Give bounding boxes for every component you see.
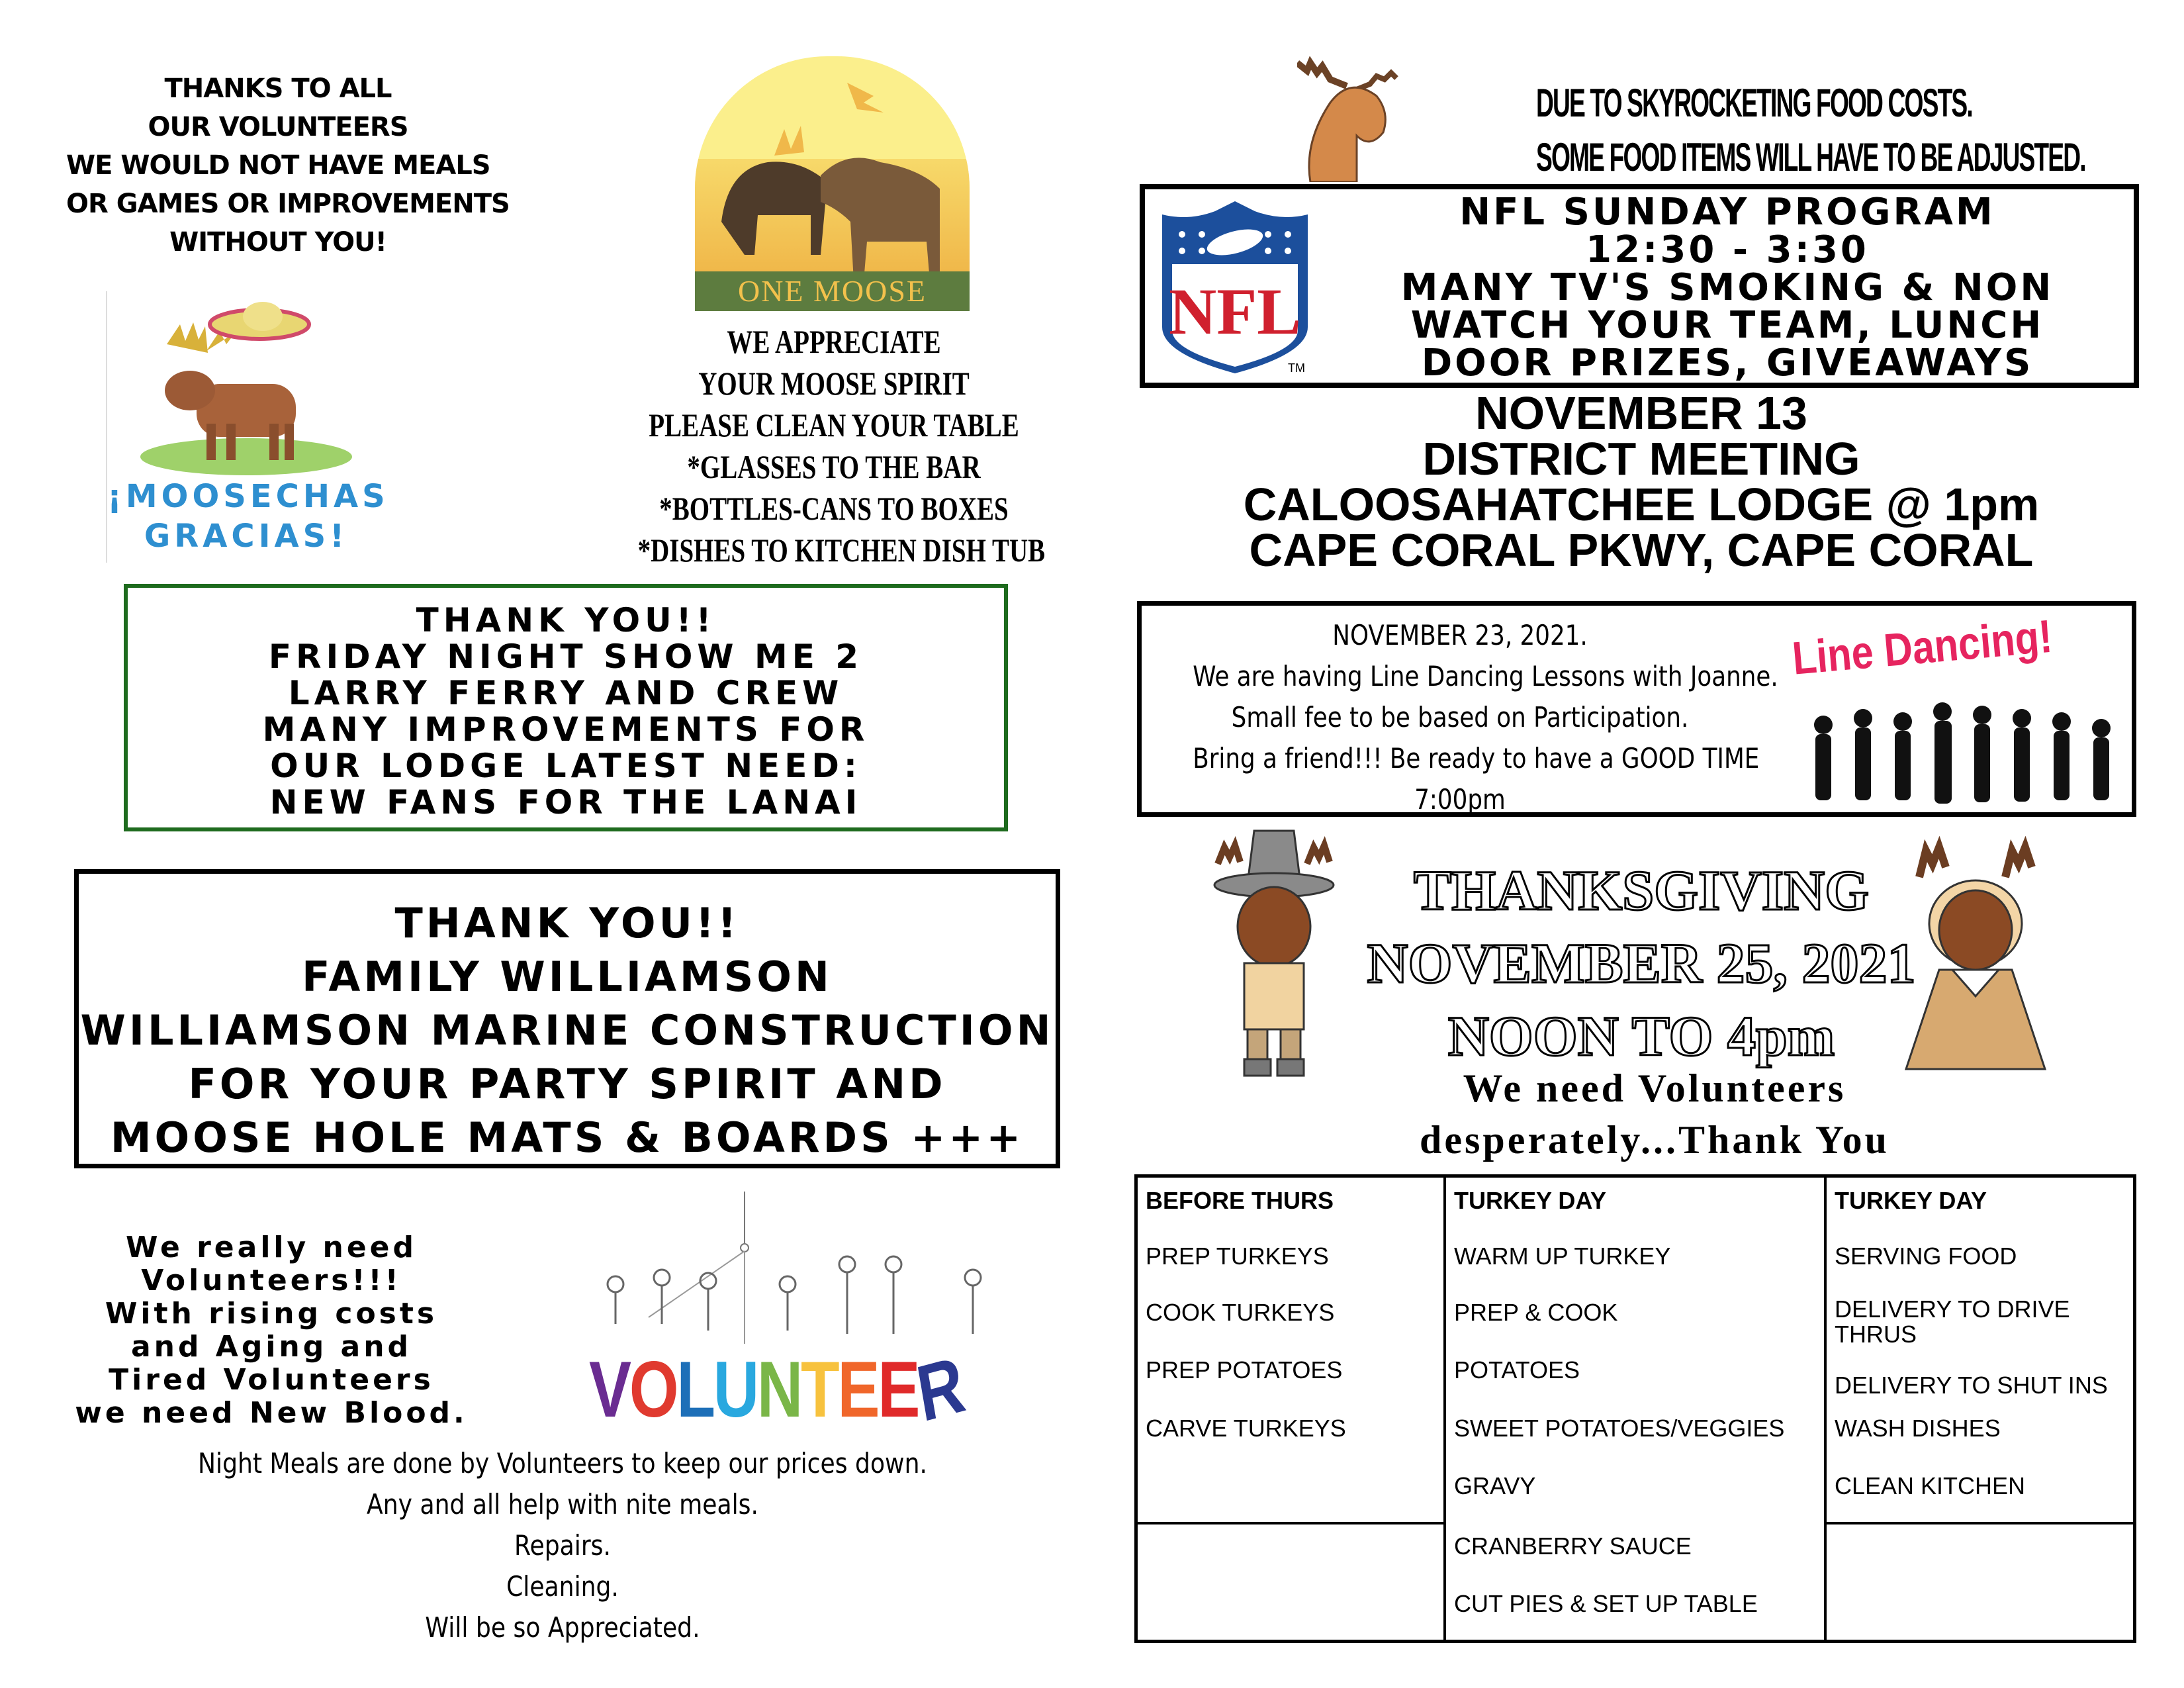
task-item: SERVING FOOD xyxy=(1835,1243,2017,1270)
text-line: *DISHES TO KITCHEN DISH TUB xyxy=(637,532,1046,569)
volunteer-art xyxy=(589,1192,1026,1439)
text-line: NEW FANS FOR THE LANAI xyxy=(269,783,862,821)
task-item: PREP TURKEYS xyxy=(1146,1243,1329,1270)
pilgrim-moose-male-icon xyxy=(1208,824,1340,1082)
text-line: We are having Line Dancing Lessons with Joanne. xyxy=(1193,660,1778,692)
letter: E xyxy=(837,1345,878,1434)
text-line: FOR YOUR PARTY SPIRIT AND xyxy=(188,1060,946,1108)
text-line: With rising costs xyxy=(105,1297,438,1331)
one-moose-logo xyxy=(695,56,970,311)
text-line: desperately...Thank You xyxy=(1420,1118,1889,1162)
text-line: WE WOULD NOT HAVE MEALS xyxy=(66,150,490,181)
task-item: SWEET POTATOES/VEGGIES xyxy=(1454,1415,1785,1442)
task-item: PREP POTATOES xyxy=(1146,1356,1343,1383)
letter: T xyxy=(801,1345,838,1434)
text-line: DOOR PRIZES, GIVEAWAYS xyxy=(1421,342,2034,385)
text-line: Tired Volunteers xyxy=(109,1363,434,1397)
table-column-before-thurs xyxy=(1138,1178,1446,1640)
row-divider xyxy=(1138,1522,1443,1524)
text-line: We really need xyxy=(125,1231,418,1264)
letter: V xyxy=(589,1345,629,1434)
text-line: NOVEMBER 13 xyxy=(1475,387,1807,439)
task-item: CRANBERRY SAUCE xyxy=(1454,1532,1692,1560)
stick-figures-icon xyxy=(589,1192,1026,1344)
text-line: THANKSGIVING xyxy=(1413,859,1870,922)
text-line: WE APPRECIATE xyxy=(727,323,941,360)
text-line: Cleaning. xyxy=(506,1570,619,1603)
volunteer-signup-table xyxy=(1134,1174,2136,1643)
text-line: SOME FOOD ITEMS WILL HAVE TO BE ADJUSTED. xyxy=(1536,135,2085,179)
text-line: NFL SUNDAY PROGRAM xyxy=(1459,191,1995,234)
task-item: CLEAN KITCHEN xyxy=(1835,1472,2026,1499)
task-item: DELIVERY TO DRIVE THRUS xyxy=(1835,1295,2070,1348)
task-item: COOK TURKEYS xyxy=(1146,1299,1335,1326)
line-dancing-title: Line Dancing! xyxy=(1790,610,2054,684)
text-line: WITHOUT YOU! xyxy=(169,227,387,258)
line-dancing-box xyxy=(1137,601,2136,817)
column-header: TURKEY DAY xyxy=(1835,1187,1987,1214)
text-line: MOOSE HOLE MATS & BOARDS +++ xyxy=(110,1113,1024,1162)
task-item: POTATOES xyxy=(1454,1356,1580,1383)
task-item: GRAVY xyxy=(1454,1472,1536,1499)
text-line: CAPE CORAL PKWY, CAPE CORAL xyxy=(1249,524,2034,576)
text-line: ¡MOOSECHAS xyxy=(107,478,389,515)
text-line: NOVEMBER 25, 2021 xyxy=(1367,931,1916,995)
text-line: Small fee to be based on Participation. xyxy=(1231,701,1689,733)
nfl-program-box xyxy=(1140,184,2139,388)
text-line: NOVEMBER 23, 2021. xyxy=(1332,619,1588,651)
text-line: we need New Blood. xyxy=(75,1396,468,1430)
thanks-volunteers-note xyxy=(66,70,510,261)
friday-thanks-box xyxy=(124,584,1008,831)
text-line: NOON TO 4pm xyxy=(1447,1004,1835,1068)
text-line: 12:30 - 3:30 xyxy=(1586,228,1869,271)
appreciate-notice xyxy=(637,321,1046,571)
text-line: *GLASSES TO THE BAR xyxy=(687,448,981,485)
text-line: OUR VOLUNTEERS xyxy=(148,112,408,142)
text-line: FRIDAY NIGHT SHOW ME 2 xyxy=(268,637,864,676)
text-line: FAMILY WILLIAMSON xyxy=(302,953,833,1001)
nfl-shield-icon xyxy=(1156,201,1314,375)
text-line: THANK YOU!! xyxy=(394,899,740,947)
text-line: Night Meals are done by Volunteers to keep our prices down. xyxy=(198,1447,927,1479)
text-line: WATCH YOUR TEAM, LUNCH xyxy=(1410,304,2044,347)
text-line: Any and all help with nite meals. xyxy=(367,1488,758,1521)
text-line: MANY IMPROVEMENTS FOR xyxy=(262,710,870,749)
letter: E xyxy=(878,1345,919,1434)
text-line: THANKS TO ALL xyxy=(164,73,392,104)
text-line: THANK YOU!! xyxy=(416,601,716,639)
row-divider xyxy=(1827,1522,2133,1524)
food-costs-notice xyxy=(1423,76,2085,185)
text-line: Repairs. xyxy=(514,1529,611,1562)
moosechas-label xyxy=(107,477,389,556)
letter: R xyxy=(911,1340,969,1439)
line-dancing-text xyxy=(1193,615,1778,820)
text-line: Volunteers!!! xyxy=(141,1264,402,1297)
column-header: TURKEY DAY xyxy=(1454,1187,1607,1214)
text-line: and Aging and xyxy=(130,1330,412,1364)
task-item: CARVE TURKEYS xyxy=(1146,1415,1346,1442)
text-line: 7:00pm xyxy=(1414,783,1506,816)
text-line: OR GAMES OR IMPROVEMENTS xyxy=(66,189,510,219)
text-line: We need Volunteers xyxy=(1463,1066,1846,1110)
sad-moose-icon xyxy=(1297,56,1406,182)
text-line: MANY TV'S SMOKING & NON xyxy=(1400,266,2054,309)
text-line: Will be so Appreciated. xyxy=(425,1611,700,1644)
text-line: DUE TO SKYROCKETING FOOD COSTS. xyxy=(1536,81,1972,125)
task-item: WASH DISHES xyxy=(1835,1415,2001,1442)
text-line: DISTRICT MEETING xyxy=(1422,433,1860,485)
district-meeting-notice xyxy=(1138,387,2144,576)
letter: U xyxy=(713,1345,757,1434)
svg-text:NFL: NFL xyxy=(1169,275,1301,348)
williamson-thanks-box xyxy=(74,869,1060,1168)
volunteers-needed-note xyxy=(53,1231,490,1430)
text-line: YOUR MOOSE SPIRIT xyxy=(698,365,970,402)
moosechas-gracias-image xyxy=(106,291,389,563)
text-line: WILLIAMSON MARINE CONSTRUCTION xyxy=(80,1006,1054,1055)
thanksgiving-volunteer-request xyxy=(1191,1062,2118,1166)
text-line: CALOOSAHATCHEE LODGE @ 1pm xyxy=(1243,479,2040,530)
letter: N xyxy=(756,1345,801,1434)
text-line: *BOTTLES-CANS TO BOXES xyxy=(659,490,1009,527)
column-header: BEFORE THURS xyxy=(1146,1187,1334,1214)
volunteer-word xyxy=(589,1340,969,1439)
text-line: GRACIAS! xyxy=(144,518,349,555)
williamson-thanks-text xyxy=(79,874,1056,1164)
thanksgiving-announcement xyxy=(1343,854,1939,1072)
sombrero-moose-icon xyxy=(134,298,359,477)
task-item: CUT PIES & SET UP TABLE xyxy=(1454,1590,1758,1617)
text-line: Bring a friend!!! Be ready to have a GOOD TIME xyxy=(1193,742,1760,774)
text-line: LARRY FERRY AND CREW xyxy=(288,674,844,712)
logo-label: ONE MOOSE xyxy=(737,274,927,308)
nfl-program-text xyxy=(1324,191,2131,385)
svg-text:TM: TM xyxy=(1288,361,1305,375)
dancers-silhouette-icon xyxy=(1797,692,2128,811)
text-line: OUR LODGE LATEST NEED: xyxy=(270,747,862,785)
letter: L xyxy=(676,1345,713,1434)
table-column-turkey-day-1 xyxy=(1446,1178,1827,1640)
task-item: DELIVERY TO SHUT INS xyxy=(1835,1372,2108,1399)
table-column-turkey-day-2 xyxy=(1827,1178,2133,1640)
night-meals-note xyxy=(66,1443,1059,1648)
friday-thanks-text xyxy=(128,588,1004,821)
task-item: WARM UP TURKEY xyxy=(1454,1243,1671,1270)
letter: O xyxy=(629,1345,677,1434)
task-item: PREP & COOK xyxy=(1454,1299,1618,1326)
text-line: PLEASE CLEAN YOUR TABLE xyxy=(649,406,1019,444)
